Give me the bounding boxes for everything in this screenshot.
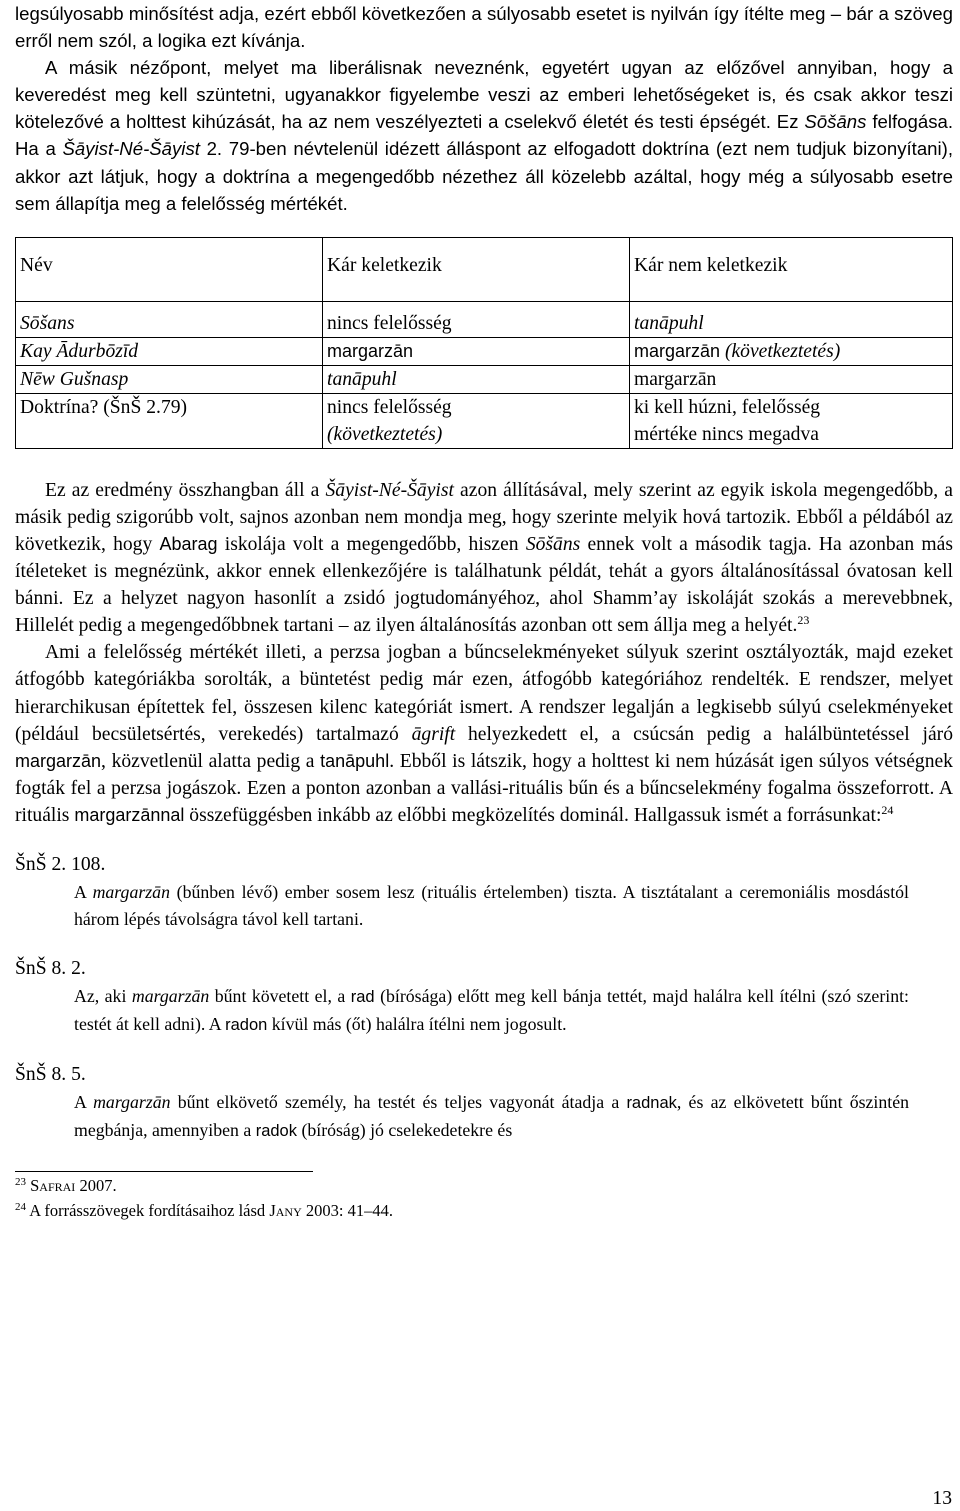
table-header-cell: Kár keletkezik (323, 237, 630, 301)
paragraph-responsibility: Ami a felelősség mértékét illeti, a perzsa jogban a bűncselekményeket súlyuk szerint osztályozták, majd ezeket átfogóbb kategóriákba sorolták, a büntetést pedig már ezen, átfogóbb kategóriához rendelték. E rendszer, melyet hierarchikusan építettek fel, összesen kilenc kategóriát ismert. A rendszer legalján a legkisebb súlyú cselekményeket (például becsületsértés, verekedés) tartalmazó āgrift helyezkedett el, a csúcsán pedig a halálbüntetéssel járó margarzān, közvetlenül alatta pedig a tanāpuhl. Ebből is látszik, hogy a holttest ki nem húzását igen súlyos vétségnek fogták fel a perzsa jogászok. Ezen a ponton azonban a vallási-rituális bűn és a bűncselekmény fogalma összeforrott. A rituális margarzānnal összefüggésben inkább az előbbi megközelítés dominál. Hallgassuk ismét a forrásunkat:$^{24}$ (15, 642, 953, 826)
responsibility-table (15, 237, 953, 449)
table-cell: Nēw Gušnasp (20, 368, 129, 390)
source-reference: ŠnŠ 2. 108. (15, 853, 106, 875)
footnote-23: $^{23}$ Safrai 2007. (15, 1175, 117, 1195)
paragraph-result: Ez az eredmény összhangban áll a Šāyist-Né-Šāyist azon állításával, mely szerint az egyik iskola megengedőbb, a másik pedig szigorúbb volt, sajnos azonban nem mondja meg, hogy szerinte melyik hová tartozik. Ebből a példából az következik, hogy Abarag iskolája volt a megengedőbb, hiszen Sōšāns ennek volt a második tagja. Ha azonban más ítéleteket is megnézünk, akkor ennek ellenkezőjére is találhatunk példát, tehát a gyors általánosítással óvatosan kell bánni. Ez a helyzet nagyon hasonlít a zsidó jogtudományéhoz, ahol Shamm’ay iskoláját szokás a merevebbnek, Hillelét pedig a megengedőbbnek tartani – az ilyen általánosítás azonban ott sem állja meg a helyét.$^{23}$ (15, 479, 954, 637)
table-cell: (következtetés) (327, 423, 443, 445)
quote-text: Az, aki margarzān bűnt követett el, a rad (bírósága) előtt meg kell bánja tettét, majd halálra kell ítélni (szó szerint: testét át kell adni). A radon kívül más (őt) halálra ítélni nem jogosult. (74, 985, 909, 1034)
footnote-24: $^{24}$ A forrásszövegek fordításaihoz lásd Jany 2003: 41–44. (15, 1200, 393, 1220)
quote-block-2 (15, 955, 953, 1039)
table-cell: Kay Ādurbōzīd (20, 340, 139, 362)
table-cell: tanāpuhl (327, 368, 397, 390)
table-cell: Doktrína? (ŠnŠ 2.79) (20, 396, 188, 418)
source-reference: ŠnŠ 8. 5. (15, 1063, 86, 1085)
table-header-cell: Név (16, 237, 323, 301)
quote-text: A margarzān (bűnben lévő) ember sosem lesz (rituális értelemben) tiszta. A tisztátalant a ceremoniális mosdástól három lépés távolságra távol kell tartani. (74, 881, 909, 929)
footnote-ref-23[interactable]: 23 (797, 613, 810, 628)
quote-block-3 (15, 1061, 953, 1145)
table-cell: (következtetés) (724, 340, 841, 362)
table-row (16, 337, 953, 365)
italic-term: Sōšāns (804, 111, 867, 133)
quote-block-1 (15, 851, 953, 933)
table-row (16, 393, 953, 448)
italic-term: āgrift (411, 723, 456, 745)
italic-term: Šāyist-Né-Šāyist (62, 138, 200, 160)
table-cell: Sōšans (20, 312, 75, 334)
quote-text: A margarzān bűnt elkövető személy, ha testét és teljes vagyonát átadja a radnak, és az elkövetett bűnt őszintén megbánja, amennyiben a radok (bíróság) jó cselekedetekre és (74, 1091, 909, 1140)
table-cell: nincs felelősség (327, 312, 452, 334)
table-cell: nincs felelősség (327, 396, 452, 418)
table-cell: margarzān (634, 368, 717, 390)
table-header-row (16, 237, 953, 301)
page-number: 13 (932, 1488, 952, 1509)
table-cell: tanāpuhl (634, 312, 704, 334)
table-cell: margarzān (634, 340, 721, 361)
table-cell: margarzān (327, 340, 414, 361)
table-row (16, 301, 953, 337)
table-cell: ki kell húzni, felelősség (634, 396, 821, 418)
italic-term: Sōšāns (525, 533, 581, 555)
italic-term: Šāyist-Né-Šāyist (325, 479, 454, 501)
paragraph-opening: legsúlyosabb minősítést adja, ezért ebből következően a súlyosabb esetet is nyilván így ítélte meg – bár a szöveg erről nem szól, a logika ezt kívánja. A másik nézőpont, melyet ma liberálisnak neveznénk, egyetért ugyan az előzővel annyiban, hogy a keveredést meg kell szüntetni, ugyanakkor figyelembe veszi az emberi lehetőségeket is, és csak akkor teszi kötelezővé a holttest kihúzását, ha az nem veszélyezteti a cselekvő életét és testi épségét. Ez Sōšāns felfogása. Ha a Šāyist-Né-Šāyist 2. 79-ben névtelenül idézett álláspont az elfogadott doktrína (ezt nem tudjuk bizonyítani), akkor azt látjuk, hogy a doktrína a megengedőbb nézethez áll közelebb azáltal, hogy még a súlyosabb esetre sem állapítja meg a felelősség mértékét. (15, 3, 954, 214)
document-page (15, 0, 953, 1222)
table-row (16, 365, 953, 393)
footnote-divider (15, 1171, 313, 1172)
footnote-ref-24[interactable]: 24 (881, 802, 894, 817)
table-cell: mértéke nincs megadva (634, 423, 819, 445)
table-header-cell: Kár nem keletkezik (630, 237, 953, 301)
source-reference: ŠnŠ 8. 2. (15, 957, 86, 979)
